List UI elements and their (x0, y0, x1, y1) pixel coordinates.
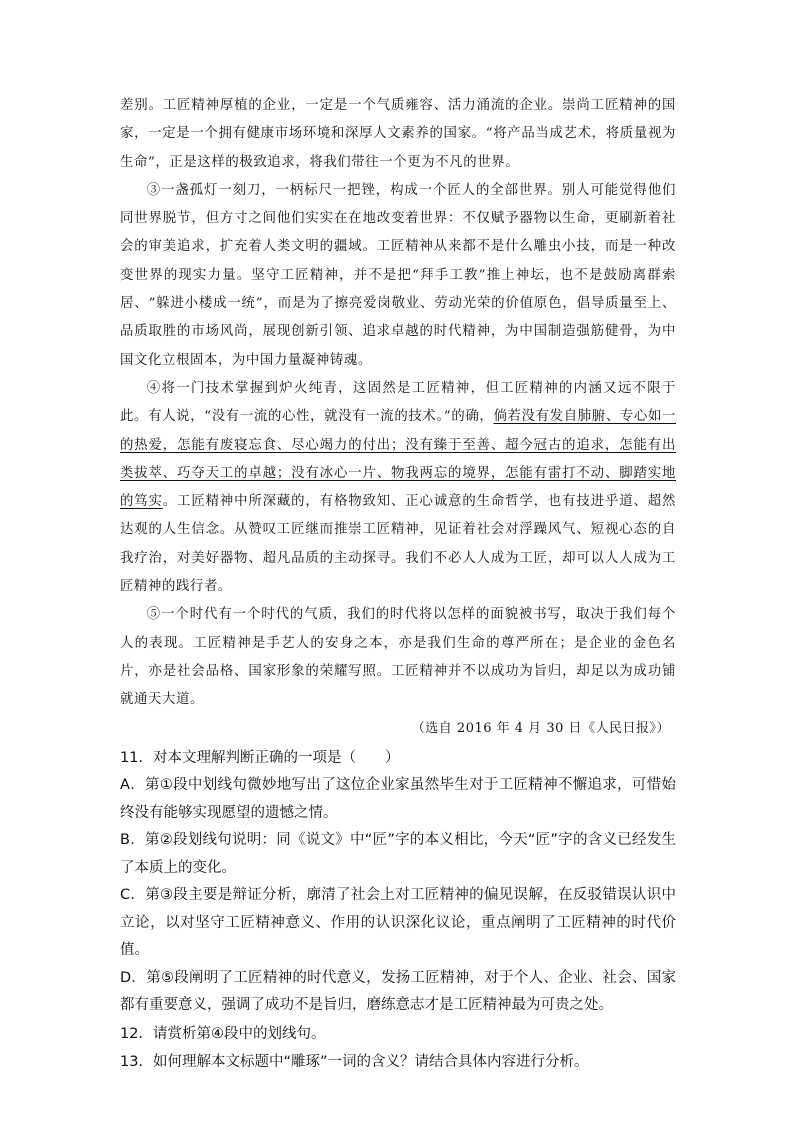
paragraph-3: ③一盏孤灯一刻刀，一柄标尺一把锉，构成一个匠人的全部世界。别人可能觉得他们同世界脱节，但方寸之间他们实实在在地改变着世界：不仅赋予器物以生命，更刷新着社会的审美追求，扩充着人类文明的疆域。工匠精神从来都不是什么雕虫小技，而是一种改变世界的现实力量。坚守工匠精神，并不是把“拜手工教”推上神坛，也不是鼓励离群索居、“躲进小楼成一统”，而是为了擦亮爱岗敬业、劳动光荣的价值原色，倡导质量至上、品质取胜的市场风尚，展现创新引领、追求卓越的时代精神，为中国制造强筋健骨，为中国文化立根固本，为中国力量凝神铸魂。 (120, 182, 676, 368)
article-body (120, 92, 676, 743)
paragraph-4-lead: ④将一门技术掌握到炉火纯青，这固然是工匠精神，但工匠精神的内涵又远不限于此。有人说，“没有一流的心性，就没有一流的技术。”的确， (120, 380, 676, 425)
question-11-option-a: A．第①段中划线句微妙地写出了这位企业家虽然毕生对于工匠精神不懈追求，可惜始终没有能够实现愿望的遗憾之情。 (120, 777, 676, 821)
question-11-option-b: B．第②段划线句说明：同《说文》中“匠”字的本义相比，今天“匠”字的含义已经发生了本质上的变化。 (120, 832, 676, 876)
underlined-sentence: 倘若没有发自肺腑、专心如一的热爱，怎能有废寝忘食、尽心竭力的付出；没有臻于至善、超今冠古的追求，怎能有出类拔萃、巧夺天工的卓越；没有冰心一片、物我两忘的境界，怎能有雷打不动、脚踏实地的笃实 (120, 409, 676, 510)
paragraph-4 (120, 375, 676, 601)
question-13: 13．如何理解本文标题中“雕琢”一词的含义？请结合具体内容进行分析。 (120, 1054, 589, 1071)
question-11: 11．对本文理解判断正确的一项是（ ） (120, 749, 400, 766)
question-12: 12．请赏析第④段中的划线句。 (120, 1025, 326, 1042)
paragraph-2-tail: 差别。工匠精神厚植的企业，一定是一个气质雍容、活力涌流的企业。崇尚工匠精神的国家，一定是一个拥有健康市场环境和深厚人文素养的国家。“将产品当成艺术，将质量视为生命”，正是这样的极致追求，将我们带往一个更为不凡的世界。 (120, 98, 676, 170)
question-11-option-c: C．第③段主要是辩证分析，廓清了社会上对工匠精神的偏见误解，在反驳错误认识中立论，以对坚守工匠精神意义、作用的认识深化议论，重点阐明了工匠精神的时代价值。 (120, 887, 676, 959)
article-source: （选自 2016 年 4 月 30 日《人民日报》） (411, 720, 670, 736)
question-11-option-d: D．第⑤段阐明了工匠精神的时代意义，发扬工匠精神，对于个人、企业、社会、国家都有重要意义，强调了成功不是旨归，磨练意志才是工匠精神最为可贵之处。 (120, 969, 676, 1014)
document-page (120, 92, 676, 1077)
paragraph-4-rest: 。工匠精神中所深藏的，有格物致知、正心诚意的生命哲学，也有技进乎道、超然达观的人生信念。从赞叹工匠继而推崇工匠精神，见证着社会对浮躁风气、短视心态的自我疗治，对美好器物、超凡品质的主动探寻。我们不必人人成为工匠，却可以人人成为工匠精神的践行者。 (120, 494, 676, 595)
paragraph-5: ⑤一个时代有一个时代的气质，我们的时代将以怎样的面貌被书写，取决于我们每个人的表现。工匠精神是手艺人的安身之本，亦是我们生命的尊严所在；是企业的金色名片，亦是社会品格、国家形象的荣耀写照。工匠精神并不以成功为旨归，却足以为成功铺就通天大道。 (120, 607, 676, 708)
question-section (120, 745, 676, 1077)
